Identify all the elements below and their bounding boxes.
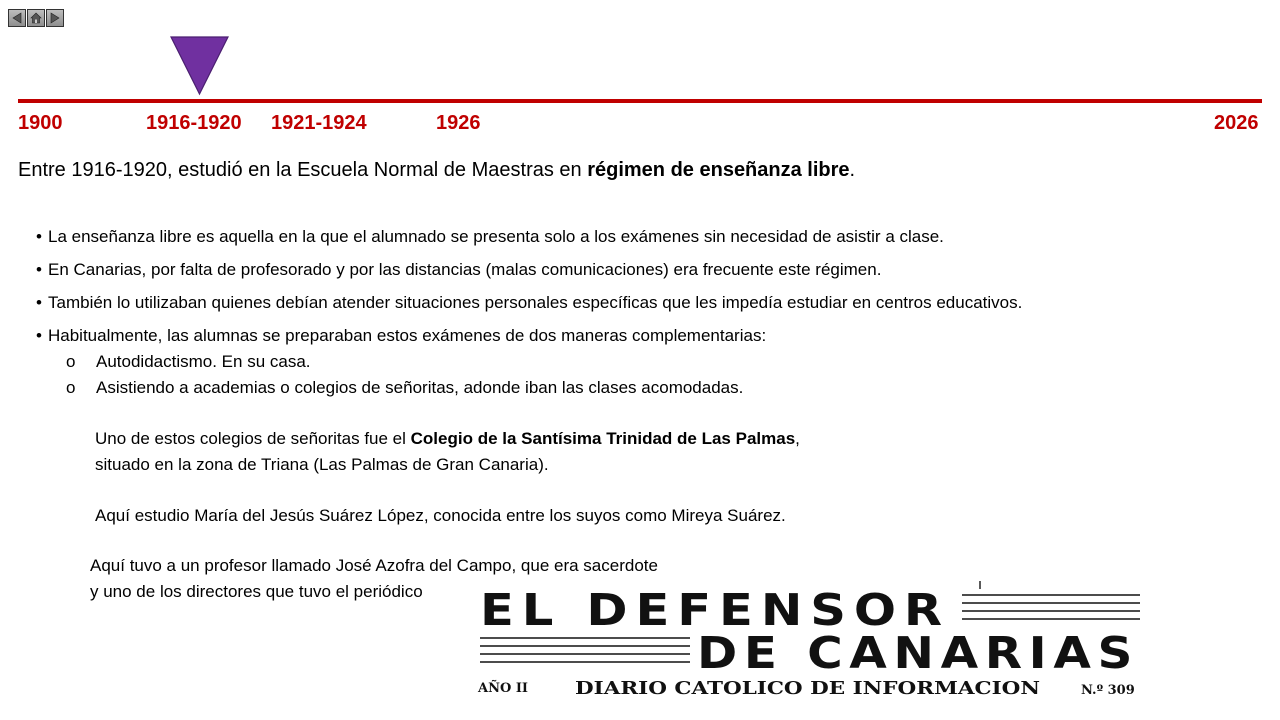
sub-item — [66, 378, 743, 398]
intro-suffix: . — [849, 159, 856, 181]
timeline-year-1916-1920[interactable]: 1916-1920 — [146, 112, 242, 134]
college-prefix: Uno de estos colegios de señoritas fue el — [95, 429, 411, 448]
timeline-year-1921-1924[interactable]: 1921-1924 — [271, 112, 367, 134]
masthead-line-2: DE CANARIAS — [697, 628, 1139, 679]
professor-line-1: Aquí tuvo a un profesor llamado José Azofra del Campo, que era sacerdote — [90, 556, 658, 575]
bullet-item: • Habitualmente, las alumnas se preparaban estos exámenes de dos maneras complementarias: — [36, 325, 1022, 346]
college-line-2: situado en la zona de Triana (Las Palmas de Gran Canaria). — [95, 455, 549, 474]
forward-button[interactable] — [46, 9, 64, 27]
professor-line-2: y uno de los directores que tuvo el periódico — [90, 582, 423, 601]
home-button[interactable] — [27, 9, 45, 27]
slide-navigation — [8, 9, 64, 27]
masthead-number: N.º 309 — [1081, 683, 1135, 698]
timeline-year-1900[interactable]: 1900 — [18, 112, 63, 134]
bullet-item: • La enseñanza libre es aquella en la que el alumnado se presenta solo a los exámenes sin necesidad de asistir a clase. — [36, 226, 1022, 247]
intro-prefix: Entre 1916-1920, estudió en la Escuela Normal de Maestras en — [18, 159, 588, 181]
sub-item — [66, 352, 311, 372]
college-line-1 — [95, 426, 800, 452]
house-icon — [30, 12, 42, 24]
triangle-right-icon — [49, 12, 61, 24]
masthead-subtitle: DIARIO CATOLICO DE INFORMACION — [575, 678, 1040, 699]
college-name: Colegio de la Santísima Trinidad de Las Palmas — [410, 429, 796, 448]
sub-bullet-marker: o — [66, 378, 76, 397]
intro-text — [18, 159, 855, 182]
bullet-item: • En Canarias, por falta de profesorado y por las distancias (malas comunicaciones) era frecuente este régimen. — [36, 259, 1022, 280]
masthead-line-1: EL DEFENSOR — [480, 585, 950, 636]
timeline-marker-icon — [170, 36, 230, 96]
masthead-year: AÑO II — [478, 681, 528, 696]
triangle-left-icon — [11, 12, 23, 24]
bullet-item: • También lo utilizaban quienes debían atender situaciones personales específicas que les impedía estudiar en centros educativos. — [36, 292, 1022, 313]
back-button[interactable] — [8, 9, 26, 27]
newspaper-masthead — [475, 578, 1155, 708]
student-paragraph: Aquí estudio María del Jesús Suárez López, conocida entre los suyos como Mireya Suárez. — [95, 506, 786, 525]
timeline-year-1926[interactable]: 1926 — [436, 112, 481, 134]
intro-emphasis: régimen de enseñanza libre — [587, 159, 850, 181]
bullet-list — [36, 226, 1022, 358]
college-suffix: , — [795, 429, 800, 448]
college-paragraph — [95, 426, 800, 478]
timeline-year-2026[interactable]: 2026 — [1214, 112, 1259, 134]
timeline-line — [18, 99, 1262, 103]
sub-bullet-marker: o — [66, 352, 76, 371]
sub-item-text: Autodidactismo. En su casa. — [96, 352, 311, 371]
sub-item-text: Asistiendo a academias o colegios de señoritas, adonde iban las clases acomodadas. — [96, 378, 744, 397]
